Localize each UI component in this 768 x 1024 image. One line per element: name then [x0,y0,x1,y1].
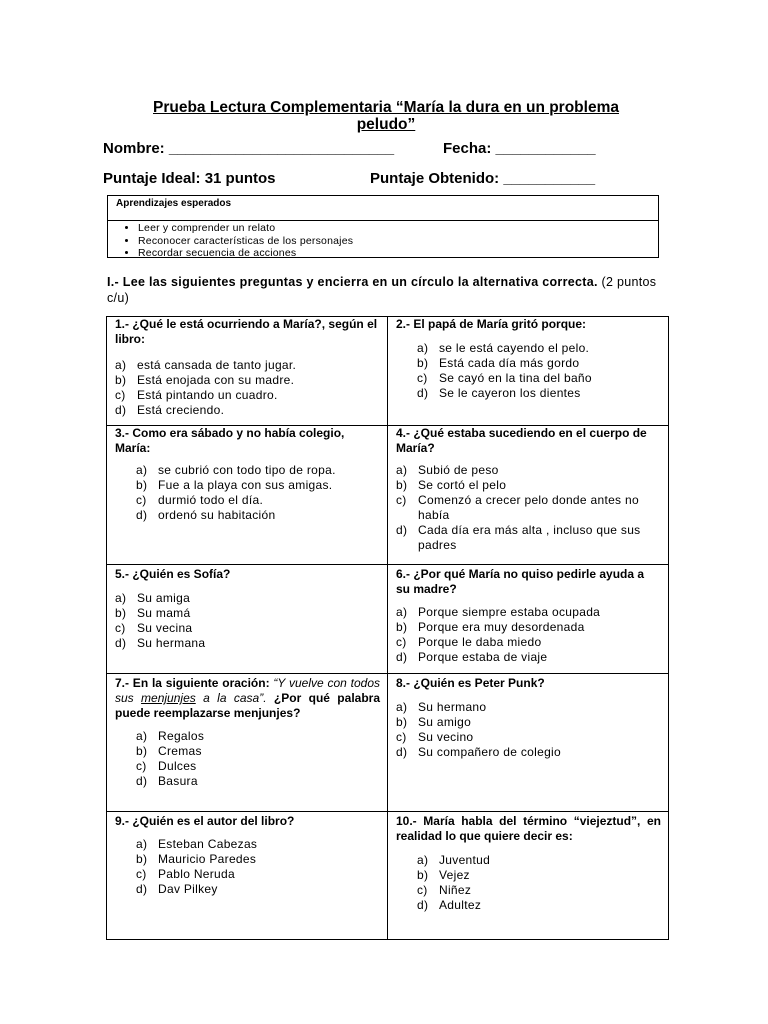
option[interactable]: d) Está creciendo. [115,403,225,417]
puntaje-ideal: Puntaje Ideal: 31 puntos [103,170,276,187]
question-10-text: 10.- María habla del término “viejeztud”, en realidad lo que quiere decir es: [396,814,661,843]
option[interactable]: d) Porque estaba de viaje [396,650,548,664]
document-title [110,99,662,133]
question-9-options [115,837,380,897]
option[interactable]: c) durmió todo el día. [136,493,264,507]
nombre-line: ___________________________ [168,140,395,157]
question-1-text: 1.- ¿Qué le está ocurriendo a María?, según el libro: [115,317,378,346]
option[interactable]: a) se cubrió con todo tipo de ropa. [136,463,336,477]
title-line-1: Prueba Lectura Complementaria “María la dura en un problema [153,99,619,116]
question-10-options [396,853,661,913]
option[interactable]: a) Regalos [136,729,205,743]
option[interactable]: a) Subió de peso [396,463,499,477]
question-cell-7 [107,674,388,812]
fecha-row [443,140,596,157]
instructions [107,274,659,306]
question-cell-3 [107,426,388,565]
question-3-text: 3.- Como era sábado y no había colegio, María: [115,426,345,455]
option[interactable]: a) se le está cayendo el pelo. [417,341,590,355]
option[interactable]: d) Cada día era más alta , incluso que sus padres [396,523,641,552]
question-5-text: 5.- ¿Quién es Sofía? [115,567,231,581]
fecha-line: ____________ [495,140,596,157]
question-2-options [396,341,661,401]
question-4-text: 4.- ¿Qué estaba sucediendo en el cuerpo de María? [396,426,647,455]
option[interactable]: c) Dulces [136,759,197,773]
question-cell-4 [388,426,669,565]
puntaje-obtenido-row [370,170,595,187]
question-8-text: 8.- ¿Quién es Peter Punk? [396,676,545,690]
option[interactable]: d) Se le cayeron los dientes [417,386,581,400]
questions-table [106,316,669,940]
question-cell-2 [388,317,669,426]
option[interactable]: c) Niñez [417,883,472,897]
aprendizaje-item: • Leer y comprender un relato [138,222,658,235]
option[interactable]: c) Su vecino [396,730,474,744]
option[interactable]: c) Está pintando un cuadro. [115,388,278,402]
option[interactable]: a) Su hermano [396,700,487,714]
option[interactable]: b) Está cada día más gordo [417,356,580,370]
question-6-options [396,605,661,665]
option[interactable]: c) Comenzó a crecer pelo donde antes no había [396,493,639,522]
fecha-label: Fecha: [443,140,492,157]
option[interactable]: a) Juventud [417,853,491,867]
option[interactable]: c) Pablo Neruda [136,867,235,881]
question-7-text: 7.- En la siguiente oración: “Y vuelve con todos sus menjunjes a la casa”. ¿Por qué palabra puede reemplazarse menjunjes? [115,676,380,720]
question-9-text: 9.- ¿Quién es el autor del libro? [115,814,295,828]
aprendizaje-item: • Recordar secuencia de acciones [138,247,658,260]
instructions-points: (2 puntos c/u) [107,275,657,305]
question-4-options [396,463,661,553]
option[interactable]: a) está cansada de tanto jugar. [115,358,297,372]
question-cell-8 [388,674,669,812]
option[interactable]: c) Se cayó en la tina del baño [417,371,592,385]
question-8-options [396,700,661,760]
question-6-text: 6.- ¿Por qué María no quiso pedirle ayuda a su madre? [396,567,645,596]
puntaje-obtenido-line: ___________ [503,170,596,187]
option[interactable]: a) Su amiga [115,591,191,605]
title-line-2: peludo” [356,116,416,133]
option[interactable]: d) Su compañero de colegio [396,745,561,759]
aprendizajes-list [108,221,658,260]
option[interactable]: a) Porque siempre estaba ocupada [396,605,601,619]
option[interactable]: a) Esteban Cabezas [136,837,258,851]
option[interactable]: d) Dav Pilkey [136,882,218,896]
option[interactable]: c) Su vecina [115,621,193,635]
nombre-label: Nombre: [103,140,165,157]
nombre-row [103,140,394,157]
aprendizajes-box [107,195,659,258]
question-1-options [115,358,380,418]
option[interactable]: b) Se cortó el pelo [396,478,507,492]
aprendizaje-item: • Reconocer características de los personajes [138,235,658,248]
option[interactable]: d) Adultez [417,898,482,912]
option[interactable]: b) Cremas [136,744,202,758]
question-cell-9 [107,812,388,940]
option[interactable]: d) Su hermana [115,636,206,650]
question-cell-10 [388,812,669,940]
option[interactable]: b) Fue a la playa con sus amigas. [136,478,333,492]
option[interactable]: c) Porque le daba miedo [396,635,542,649]
option[interactable]: b) Su amigo [396,715,472,729]
option[interactable]: b) Mauricio Paredes [136,852,257,866]
option[interactable]: d) ordenó su habitación [136,508,276,522]
question-3-options [115,463,380,523]
puntaje-ideal-row [103,170,276,187]
question-cell-1 [107,317,388,426]
option[interactable]: b) Está enojada con su madre. [115,373,295,387]
question-cell-6 [388,565,669,674]
question-2-text: 2.- El papá de María gritó porque: [396,317,587,331]
option[interactable]: b) Vejez [417,868,470,882]
option[interactable]: d) Basura [136,774,198,788]
option[interactable]: b) Porque era muy desordenada [396,620,585,634]
aprendizajes-heading: Aprendizajes esperados [108,196,658,221]
question-7-options [115,729,380,789]
option[interactable]: b) Su mamá [115,606,191,620]
question-cell-5 [107,565,388,674]
question-5-options [115,591,380,651]
puntaje-obtenido-label: Puntaje Obtenido: [370,170,500,187]
instructions-bold: I.- Lee las siguientes preguntas y encierra en un círculo la alternativa correcta. [107,275,598,289]
